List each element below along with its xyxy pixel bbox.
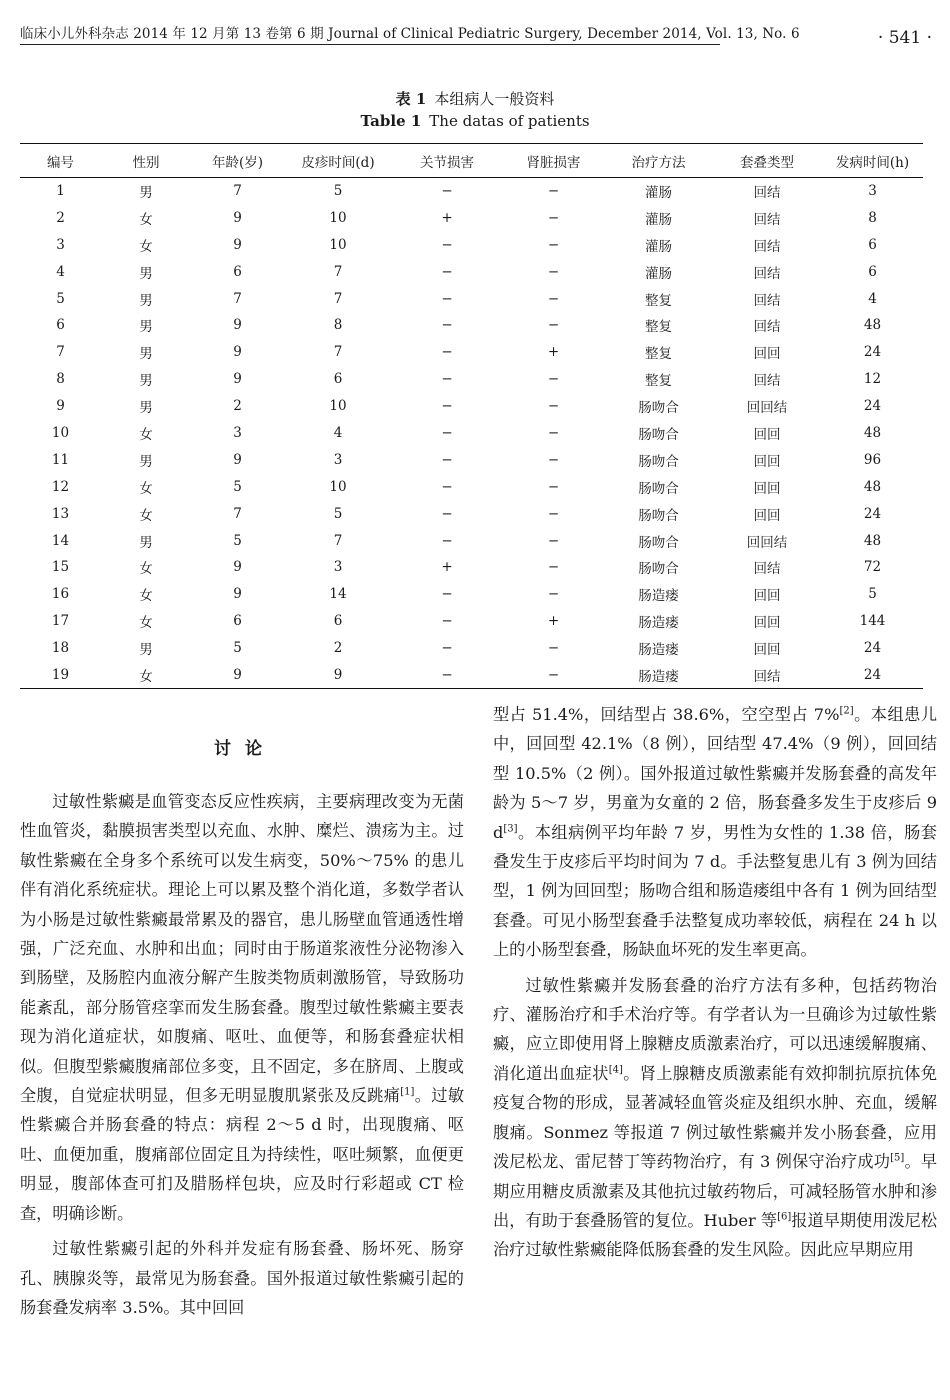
table-cell: 48 xyxy=(863,478,882,495)
table-label-cn: 表 1 xyxy=(395,90,427,108)
table-cell: 11 xyxy=(51,451,70,468)
table-caption-en: The datas of patients xyxy=(429,112,590,130)
table-cell: 1 xyxy=(56,183,65,200)
table-cell: − xyxy=(547,532,560,549)
column-header: 性别 xyxy=(101,144,191,178)
citation-ref: [4] xyxy=(608,1064,623,1076)
column-header: 肾脏损害 xyxy=(502,144,605,178)
table-row xyxy=(20,473,923,500)
citation-ref: [1] xyxy=(400,1086,415,1098)
table-cell: 女 xyxy=(139,238,153,255)
table-cell: 14 xyxy=(51,532,70,549)
table-cell: − xyxy=(547,478,560,495)
table-cell: − xyxy=(441,586,453,603)
table-row xyxy=(20,366,923,393)
table-cell: 19 xyxy=(20,662,101,689)
body-paragraph xyxy=(20,787,464,1228)
table-cell: 2 xyxy=(233,398,242,415)
column-header: 年龄(岁) xyxy=(191,144,284,178)
table-cell: + xyxy=(441,209,453,226)
table-cell: 回结 xyxy=(753,238,781,255)
table-title-en xyxy=(0,112,950,130)
table-cell: 12 xyxy=(51,478,70,495)
table-cell: 女 xyxy=(101,662,191,689)
table-cell: 6 xyxy=(233,613,242,630)
body-paragraph xyxy=(20,1234,464,1322)
column-header: 发病时间(h) xyxy=(822,144,923,178)
table-cell: − xyxy=(441,424,453,441)
table-cell: 3 xyxy=(333,451,343,468)
table-cell: 整复 xyxy=(645,373,672,390)
table-cell: 5 xyxy=(233,640,242,657)
table-cell: − xyxy=(441,263,453,280)
table-cell: 男 xyxy=(139,185,153,202)
patient-data-table xyxy=(20,143,923,689)
table-row xyxy=(20,608,923,635)
table-cell: − xyxy=(441,317,453,334)
table-cell: 女 xyxy=(139,588,153,605)
table-cell: 14 xyxy=(329,586,347,603)
table-cell: 回回结 xyxy=(746,400,788,417)
table-cell: − xyxy=(547,451,560,468)
table-row xyxy=(20,635,923,662)
table-cell: − xyxy=(441,451,453,468)
table-cell: 肠吻合 xyxy=(638,507,679,524)
table-cell: − xyxy=(547,236,560,253)
table-cell: 10 xyxy=(329,478,347,495)
table-cell: 女 xyxy=(139,426,153,443)
table-cell: 9 xyxy=(233,371,242,388)
table-cell: − xyxy=(441,640,453,657)
table-cell: 回结 xyxy=(753,211,781,228)
table-cell: 9 xyxy=(56,398,65,415)
table-cell: − xyxy=(441,290,453,307)
table-cell: 灌肠 xyxy=(645,265,672,282)
table-cell: 5 xyxy=(233,532,242,549)
table-cell: 灌肠 xyxy=(645,211,672,228)
table-cell: − xyxy=(547,263,560,280)
table-cell: 9 xyxy=(233,209,242,226)
table-row xyxy=(20,446,923,473)
table-label-en: Table 1 xyxy=(360,112,422,130)
table-cell: 18 xyxy=(51,640,70,657)
table-cell: 男 xyxy=(139,453,153,470)
table-cell: 10 xyxy=(51,424,70,441)
table-cell: 16 xyxy=(51,586,70,603)
table-cell: 6 xyxy=(868,263,877,280)
table-row xyxy=(20,312,923,339)
table-cell: 4 xyxy=(333,424,343,441)
table-cell: 回回 xyxy=(753,507,781,524)
table-cell: 9 xyxy=(284,662,392,689)
body-paragraph xyxy=(493,700,937,965)
paragraph-text: 过敏性紫癜并发肠套叠的治疗方法有多种，包括药物治疗、灌肠治疗和手术治疗等。有学者认为一旦确诊为过敏性紫癜，应立即使用肾上腺糖皮质激素治疗，可以迅速缓解腹痛、消化道出血症状 xyxy=(493,975,937,1083)
table-cell: 回结 xyxy=(753,292,781,309)
table-cell: 24 xyxy=(863,640,882,657)
table-cell: 8 xyxy=(868,209,877,226)
table-cell: 7 xyxy=(333,263,343,280)
table-cell: − xyxy=(441,236,453,253)
table-row xyxy=(20,285,923,312)
table-cell: 整复 xyxy=(645,346,672,363)
table-cell: 10 xyxy=(329,236,347,253)
column-header: 关节损害 xyxy=(392,144,502,178)
table-cell: 24 xyxy=(822,662,923,689)
table-cell: 17 xyxy=(51,613,70,630)
table-cell: 3 xyxy=(233,424,242,441)
table-cell: 回结 xyxy=(753,561,781,578)
table-cell: 5 xyxy=(56,290,65,307)
table-cell: − xyxy=(547,398,560,415)
table-cell: 女 xyxy=(139,507,153,524)
table-cell: 48 xyxy=(863,532,882,549)
table-cell: 男 xyxy=(139,373,153,390)
paragraph-text: 。过敏性紫癜合并肠套叠的特点：病程 2～5 d 时，出现腹痛、呕吐、血便加重，腹痛部位固定且为持续性，呕吐频繁，血便更明显，腹部体查可扪及腊肠样包块，应及时行彩超或 CT 检查，明确诊断。 xyxy=(20,1086,465,1223)
table-row xyxy=(20,393,923,420)
table-caption-cn: 本组病人一般资料 xyxy=(434,90,555,108)
table-cell: 48 xyxy=(863,424,882,441)
table-cell: 女 xyxy=(139,211,153,228)
table-cell: 回结 xyxy=(753,373,781,390)
table-cell: 男 xyxy=(139,534,153,551)
table-title-cn xyxy=(0,88,950,109)
table-cell: 9 xyxy=(233,317,242,334)
table-cell: 男 xyxy=(139,400,153,417)
table-cell: 5 xyxy=(333,183,343,200)
citation-ref: [2] xyxy=(839,705,854,717)
paragraph-text: 。本组患儿中，回回型 42.1%（8 例），回结型 47.4%（9 例），回回结型 10.5%（2 例）。国外报道过敏性紫癜并发肠套叠的高发年龄为 5～7 岁，男童为女童的 2 倍，肠套叠多发生于皮疹后 9 d xyxy=(493,705,938,842)
table-cell: 回回 xyxy=(753,588,781,605)
paragraph-text: 过敏性紫癜是血管变态反应性疾病，主要病理改变为无菌性血管炎，黏膜损害类型以充血、水肿、糜烂、溃疡为主。过敏性紫癜在全身多个系统可以发生病变，50%～75% 的患儿伴有消化系统症状。理论上可以累及整个消化道，多数学者认为小肠是过敏性紫癜最常累及的器官，患儿肠壁血管通透性增强，广泛充血、水肿和出血；同时由于肠道浆液性分泌物渗入到肠壁，及肠腔内血液分解产生胺类物质刺激肠管，导致肠功能紊乱，部分肠管痉挛而发生肠套叠。腹型过敏性紫癜主要表现为消化道症状，如腹痛、呕吐、血便等，和肠套叠症状相似。但腹型紫癜腹痛部位多变，且不固定，多在脐周、上腹或全腹，自觉症状明显，但多无明显腹肌紧张及反跳痛 xyxy=(20,792,464,1106)
table-cell: 整复 xyxy=(645,319,672,336)
paragraph-text: 过敏性紫癜引起的外科并发症有肠套叠、肠坏死、肠穿孔、胰腺炎等，最常见为肠套叠。国外报道过敏性紫癜引起的肠套叠发病率 3.5%。其中回回 xyxy=(20,1239,464,1317)
column-header: 皮疹时间(d) xyxy=(284,144,392,178)
table-cell: 2 xyxy=(333,640,343,657)
table-cell: 9 xyxy=(233,236,242,253)
table-cell: 3 xyxy=(56,236,65,253)
section-heading: 讨论 xyxy=(214,739,276,759)
table-row xyxy=(20,554,923,581)
running-head: 临床小儿外科杂志 2014 年 12 月第 13 卷第 6 期 Journal of Clinical Pediatric Surgery, December 2014, Vol. 13, No. 6 xyxy=(20,26,800,42)
table-cell: − xyxy=(441,398,453,415)
table-cell: − xyxy=(547,317,560,334)
paragraph-text: 。本组病例平均年龄 7 岁，男性为女性的 1.38 倍，肠套叠发生于皮疹后平均时间为 7 d。手法整复患儿有 3 例为回结型，1 例为回回型；肠吻合组和肠造瘘组中各有 1 例为回结型套叠。可见小肠型套叠手法整复成功率较低，病程在 24 h 以上的小肠型套叠，肠缺血坏死的发生率更高。 xyxy=(493,822,937,960)
table-row xyxy=(20,527,923,554)
table-row xyxy=(20,662,923,689)
table-cell: − xyxy=(441,183,453,200)
table-row xyxy=(20,581,923,608)
table-cell: 男 xyxy=(139,319,153,336)
table-cell: 回回 xyxy=(753,426,781,443)
table-cell: 8 xyxy=(56,371,65,388)
table-cell: 肠造瘘 xyxy=(638,642,679,659)
table-cell: − xyxy=(547,559,560,576)
table-cell: 10 xyxy=(329,209,347,226)
table-cell: − xyxy=(441,371,453,388)
table-cell: 3 xyxy=(868,183,877,200)
table-cell: 7 xyxy=(333,344,343,361)
table-cell: − xyxy=(502,662,605,689)
table-cell: 女 xyxy=(139,561,153,578)
table-cell: 回回 xyxy=(753,480,781,497)
table-cell: 12 xyxy=(863,371,882,388)
table-cell: 肠造瘘 xyxy=(638,588,679,605)
table-row xyxy=(20,258,923,285)
table-row xyxy=(20,231,923,258)
table-cell: 6 xyxy=(333,613,343,630)
table-cell: 6 xyxy=(333,371,343,388)
table-cell: 4 xyxy=(868,290,877,307)
table-cell: 5 xyxy=(868,586,877,603)
table-cell: 回结 xyxy=(712,662,822,689)
table-cell: 24 xyxy=(863,344,882,361)
table-cell: 7 xyxy=(333,290,343,307)
table-cell: 肠吻合 xyxy=(638,426,679,443)
table-cell: 整复 xyxy=(645,292,672,309)
citation-ref: [3] xyxy=(503,823,518,835)
table-cell: 7 xyxy=(233,505,242,522)
table-cell: 2 xyxy=(56,209,65,226)
table-cell: − xyxy=(547,424,560,441)
table-cell: − xyxy=(441,613,453,630)
table-cell: − xyxy=(547,209,560,226)
table-cell: 5 xyxy=(233,478,242,495)
table-cell: + xyxy=(547,613,560,630)
table-cell: 男 xyxy=(139,346,153,363)
table-cell: 7 xyxy=(233,183,242,200)
page-number: · 541 · xyxy=(877,28,932,48)
table-cell: 9 xyxy=(191,662,284,689)
table-cell: − xyxy=(547,371,560,388)
table-cell: 6 xyxy=(868,236,877,253)
table-cell: 女 xyxy=(139,480,153,497)
table-cell: 男 xyxy=(139,292,153,309)
paragraph-text: 报道早期使用泼尼松治疗过敏性紫癜能降低肠套叠的发生风险。因此应早期应用 xyxy=(493,1210,938,1260)
table-cell: 5 xyxy=(333,505,343,522)
table-cell: 回结 xyxy=(753,319,781,336)
table-cell: 9 xyxy=(233,451,242,468)
table-cell: 144 xyxy=(859,613,886,630)
table-cell: 女 xyxy=(139,615,153,632)
table-cell: − xyxy=(441,532,453,549)
left-column xyxy=(20,787,464,1322)
table-cell: 7 xyxy=(56,344,65,361)
table-cell: 肠吻合 xyxy=(638,561,679,578)
citation-ref: [5] xyxy=(890,1152,905,1164)
table-cell: 96 xyxy=(863,451,882,468)
table-cell: 48 xyxy=(863,317,882,334)
paragraph-text: 型占 51.4%，回结型占 38.6%，空空型占 7% xyxy=(493,705,840,724)
table-cell: 回结 xyxy=(753,185,781,202)
paragraph-text: 。肾上腺糖皮质激素能有效抑制抗原抗体免疫复合物的形成，显著减轻血管炎症及组织水肿、充血，缓解腹痛。Sonmez 等报道 7 例过敏性紫癜并发小肠套叠，应用泼尼松龙、雷尼替丁等药物治疗，有 3 例保守治疗成功 xyxy=(493,1063,938,1172)
table-cell: 4 xyxy=(56,263,65,280)
table-cell: 灌肠 xyxy=(645,185,672,202)
table-cell: − xyxy=(392,662,502,689)
table-row xyxy=(20,339,923,366)
column-header: 编号 xyxy=(20,144,101,178)
table-cell: 6 xyxy=(56,317,65,334)
table-cell: 3 xyxy=(333,559,343,576)
table-cell: 24 xyxy=(863,398,882,415)
table-cell: − xyxy=(441,478,453,495)
table-header-row xyxy=(20,144,923,178)
table-cell: 回回 xyxy=(753,453,781,470)
table-cell: 10 xyxy=(329,398,347,415)
table-cell: + xyxy=(547,344,560,361)
table-cell: 肠吻合 xyxy=(638,480,679,497)
table-row xyxy=(20,204,923,231)
table-cell: 8 xyxy=(333,317,343,334)
table-row xyxy=(20,178,923,205)
table-cell: + xyxy=(441,559,453,576)
table-cell: − xyxy=(547,586,560,603)
table-cell: 回回 xyxy=(753,642,781,659)
table-cell: 15 xyxy=(51,559,70,576)
table-cell: 肠造瘘 xyxy=(605,662,712,689)
table-cell: 肠吻合 xyxy=(638,453,679,470)
table-cell: − xyxy=(547,505,560,522)
table-cell: 24 xyxy=(863,505,882,522)
table-row xyxy=(20,500,923,527)
table-cell: − xyxy=(547,640,560,657)
table-cell: 回回 xyxy=(753,346,781,363)
body-paragraph xyxy=(493,971,937,1265)
table-cell: 男 xyxy=(139,265,153,282)
table-body xyxy=(20,178,923,689)
table-cell: 肠造瘘 xyxy=(638,615,679,632)
table-cell: 灌肠 xyxy=(645,238,672,255)
table-cell: 13 xyxy=(51,505,70,522)
table-cell: 回结 xyxy=(753,265,781,282)
table-cell: 9 xyxy=(233,559,242,576)
table-cell: − xyxy=(441,344,453,361)
table-cell: 72 xyxy=(863,559,882,576)
table-cell: 7 xyxy=(333,532,343,549)
table-cell: 肠吻合 xyxy=(638,400,679,417)
table-cell: 6 xyxy=(233,263,242,280)
table-cell: − xyxy=(547,290,560,307)
table-cell: 回回 xyxy=(753,615,781,632)
table-cell: 7 xyxy=(233,290,242,307)
table-cell: 9 xyxy=(233,344,242,361)
column-header: 治疗方法 xyxy=(605,144,712,178)
table-row xyxy=(20,420,923,447)
header-rule xyxy=(20,44,720,45)
table-cell: 肠吻合 xyxy=(638,534,679,551)
table-cell: − xyxy=(547,183,560,200)
table-cell: − xyxy=(441,505,453,522)
paragraph-text: 。早期应用糖皮质激素及其他抗过敏药物后，可减轻肠管水肿和渗出，有助于套叠肠管的复位。Huber 等 xyxy=(493,1152,938,1230)
table-cell: 回回结 xyxy=(746,534,788,551)
right-column xyxy=(493,700,937,1265)
table-cell: 9 xyxy=(233,586,242,603)
citation-ref: [6] xyxy=(777,1211,792,1223)
column-header: 套叠类型 xyxy=(712,144,822,178)
table-cell: 男 xyxy=(139,642,153,659)
